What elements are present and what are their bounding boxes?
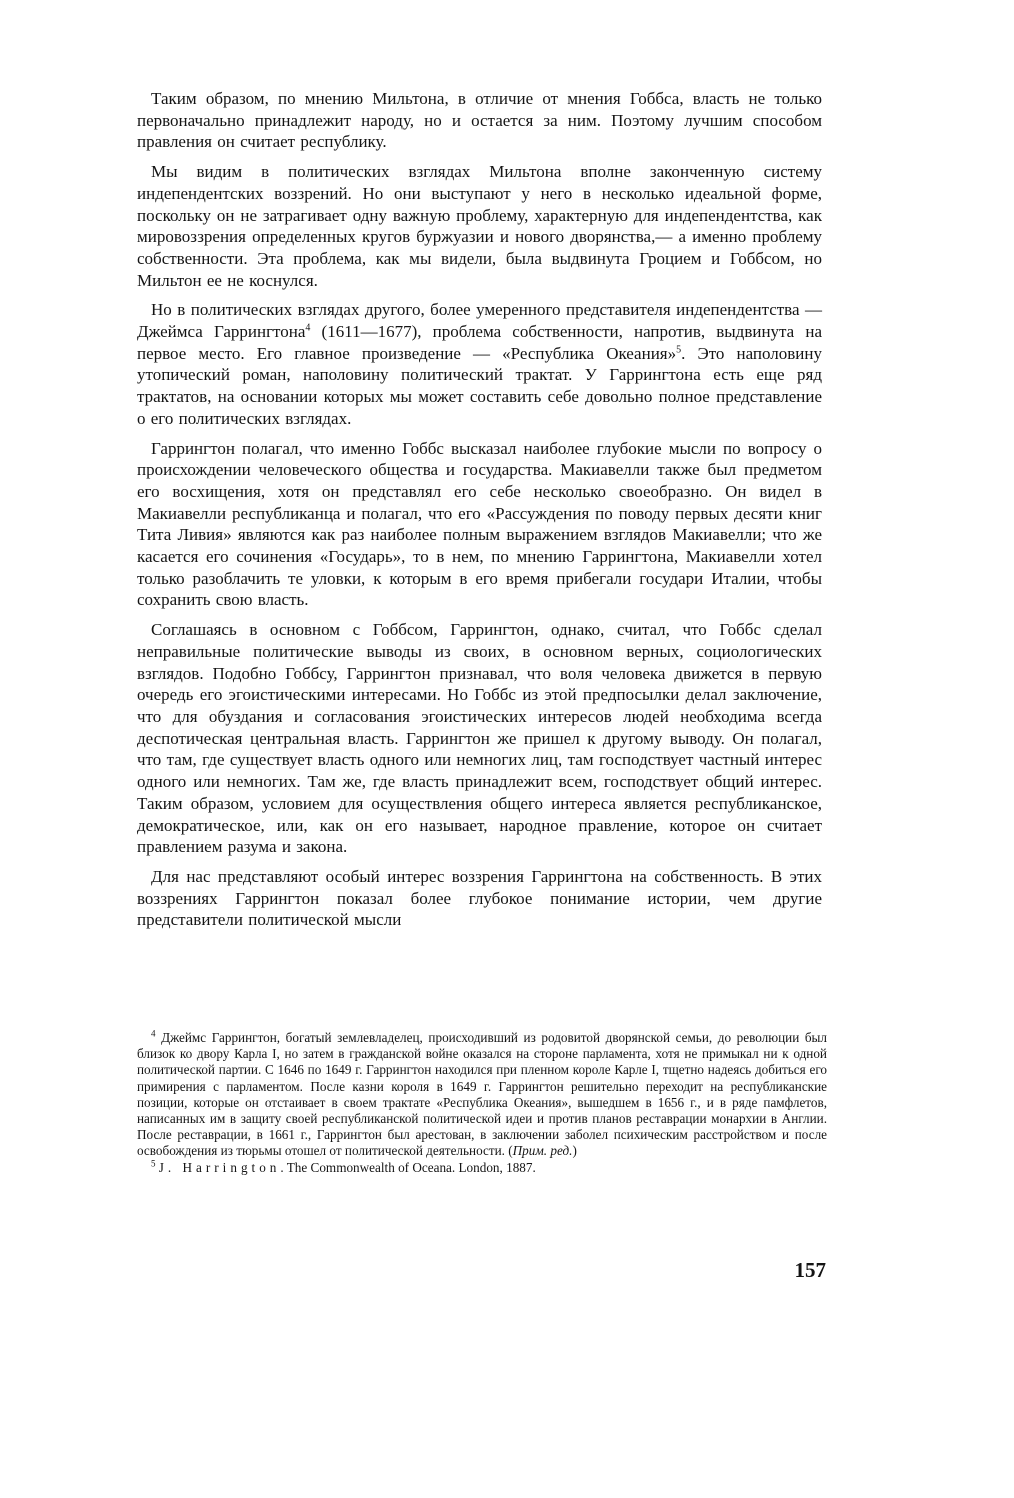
main-text — [137, 88, 822, 939]
paragraph-6: Для нас представляют особый интерес воззрения Гаррингтона на собственность. В этих воззрениях Гаррингтон показал более глубокое понимание истории, чем другие представители политической мысли — [137, 866, 822, 930]
footnote-4-mark: 4 — [151, 1028, 156, 1039]
paragraph-4: Гаррингтон полагал, что именно Гоббс высказал наиболее глубокие мысли по вопросу о происхождении человеческого общества и государства. Макиавелли также был предметом его восхищения, хотя он представлял его себе несколько своеобразно. Он видел в Макиавелли республиканца и полагал, что его «Рассуждения по поводу первых десяти книг Тита Ливия» являются как раз наиболее полным выражением взглядов Макиавелли; что же касается его сочинения «Государь», то в нем, по мнению Гаррингтона, Макиавелли хотел только разоблачить те уловки, к которым в его время прибегали государи Италии, чтобы сохранить свою власть. — [137, 438, 822, 610]
footnote-5 — [137, 1160, 827, 1176]
paragraph-3-text-start: Но в политических взглядах другого, более умеренного представителя индепендентства — Джеймса Гаррингтона — [137, 300, 822, 342]
page-number: 157 — [794, 1258, 826, 1282]
paragraph-3 — [137, 299, 822, 429]
footnote-4 — [137, 1030, 827, 1160]
paragraph-3-text-end: . Это наполовину утопический роман, наполовину политический трактат. У Гаррингтона есть еще ряд трактатов, на основании которых мы может составить себе довольно полное представление о его политических взглядах. — [137, 343, 822, 428]
footnote-5-text: . The Commonwealth of Oceana. London, 1887. — [280, 1159, 536, 1175]
footnote-ref-4: 4 — [305, 322, 311, 334]
footnote-4-text: Джеймс Гаррингтон, богатый землевладелец, происходивший из родовитой дворянской семьи, до революции был близок ко двору Карла I, но затем в гражданской войне оказался на стороне парламента, хотя не примыкал ни к одной политической партии. С 1646 по 1649 г. Гаррингтон находился при пленном короле Карле I, тщетно надеясь добиться его примирения с парламентом. После казни короля в 1649 г. Гаррингтон решительно переходит на республиканские позиции, которые он отстаивает в своем трактате «Республика Океания», вышедшем в 1656 г., и в ряде памфлетов, написанных им в защиту своей республиканской политической идеи и против планов реставрации монархии в Англии. После реставрации, в 1661 г., Гаррингтон был арестован, в заключении заболел психическим расстройством и после освобождения из тюрьмы отошел от политической деятельности. ( — [137, 1030, 827, 1159]
footnote-5-mark: 5 — [151, 1158, 156, 1169]
paragraph-2: Мы видим в политических взглядах Мильтона вполне законченную систему индепендентских воззрений. Но они выступают у него в несколько идеальной форме, поскольку он не затрагивает одну важную проблему, характерную для индепендентства, как мировоззрения определенных кругов буржуазии и нового дворянства,— а именно проблему собственности. Эта проблема, как мы видели, была выдвинута Гроцием и Гоббсом, но Мильтон ее не коснулся. — [137, 162, 822, 290]
footnote-5-author: J. Harrington — [158, 1159, 281, 1175]
paragraph-3-text-middle: (1611—1677), проблема собственности, напротив, выдвинута на первое место. Его главное произведение — «Республика Океания» — [137, 322, 822, 363]
footnote-4-close: ) — [572, 1143, 577, 1159]
paragraph-1: Таким образом, по мнению Мильтона, в отличие от мнения Гоббса, власть не только первоначально принадлежит народу, но и остается за ним. Поэтому лучшим способом правления он считает республику. — [137, 89, 822, 152]
paragraph-5: Соглашаясь в основном с Гоббсом, Гаррингтон, однако, считал, что Гоббс сделал неправильные политические выводы из своих, в основном верных, социологических взглядов. Подобно Гоббсу, Гаррингтон признавал, что воля человека движется в первую очередь его эгоистическими интересами. Но Гоббс из этой предпосылки делал заключение, что для обуздания и согласования эгоистических интересов людей необходима всегда деспотическая центральная власть. Гаррингтон же пришел к другому выводу. Он полагал, что там, где существует власть одного или немногих лиц, там господствует частный интерес одного или немногих. Там же, где власть принадлежит всем, господствует общий интерес. Таким образом, условием для осуществления общего интереса является республиканское, демократическое, или, как он его называет, народное правление, которое он считает правлением разума и закона. — [137, 620, 822, 857]
footnote-ref-5: 5 — [676, 344, 682, 356]
footnotes — [137, 1030, 827, 1176]
footnote-4-editor-note: Прим. ред. — [512, 1143, 573, 1159]
